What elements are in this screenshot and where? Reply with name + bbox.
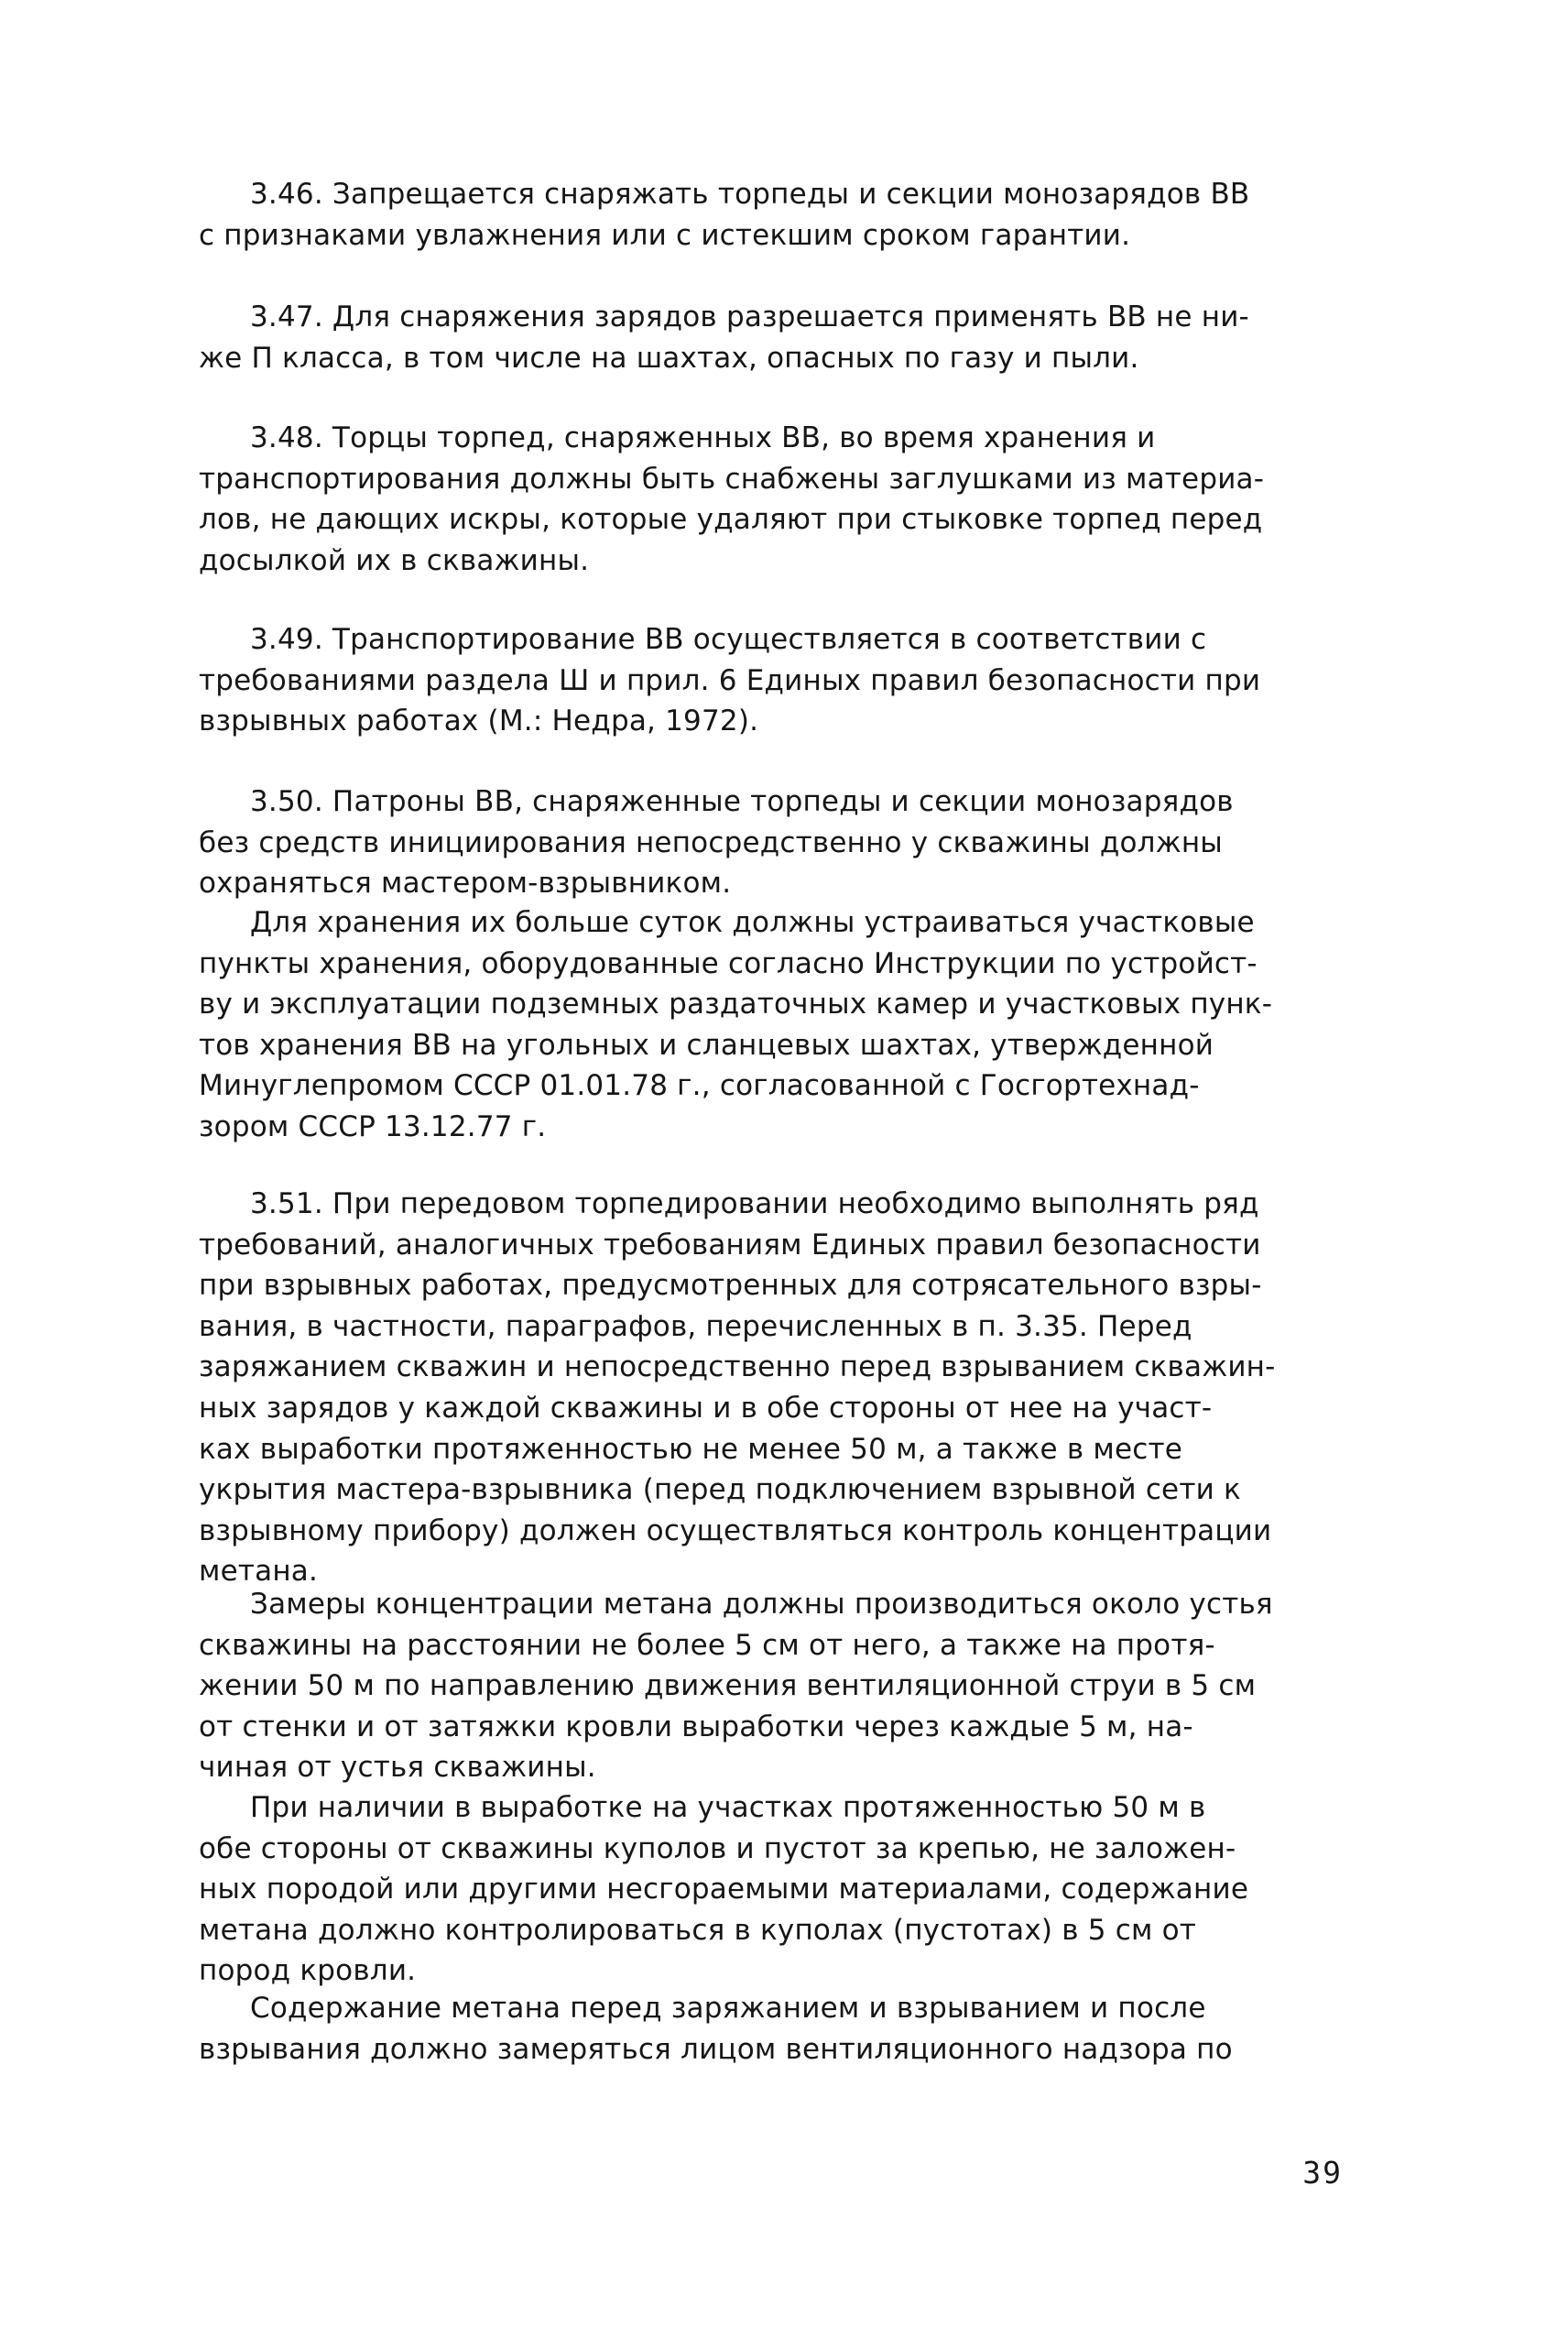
paragraph-domes-voids	[199, 1787, 1393, 1992]
text-line: 3.46. Запрещается снаряжать торпеды и секции монозарядов ВВ	[250, 178, 1250, 211]
text-line: вания, в частности, параграфов, перечисленных в п. 3.35. Перед	[199, 1309, 1192, 1343]
text-line: обе стороны от скважины куполов и пустот за крепью, не заложен-	[199, 1831, 1236, 1865]
text-line: взрывания должно замеряться лицом вентиляционного надзора по	[199, 2032, 1233, 2066]
paragraph-3-51	[199, 1184, 1393, 1592]
text-line: 3.48. Торцы торпед, снаряженных ВВ, во время хранения и	[250, 421, 1156, 454]
paragraph-3-46	[199, 174, 1393, 256]
text-line: 3.50. Патроны ВВ, снаряженные торпеды и секции монозарядов	[250, 785, 1234, 818]
paragraph-3-48	[199, 418, 1393, 581]
text-line: с признаками увлажнения или с истекшим сроком гарантии.	[199, 218, 1131, 252]
text-line: при взрывных работах, предусмотренных для сотрясательного взры-	[199, 1269, 1262, 1303]
text-line: лов, не дающих искры, которые удаляют при стыковке торпед перед	[199, 503, 1263, 537]
paragraph-3-47	[199, 297, 1393, 378]
text-line: ках выработки протяженностью не менее 50 м, а также в месте	[199, 1432, 1183, 1466]
text-line: жении 50 м по направлению движения вентиляционной струи в 5 см	[199, 1669, 1257, 1703]
text-line: ных зарядов у каждой скважины и в обе стороны от нее на участ-	[199, 1391, 1213, 1425]
text-line: скважины на расстоянии не более 5 см от него, а также на протя-	[199, 1628, 1215, 1662]
text-line: зором СССР 13.12.77 г.	[199, 1109, 547, 1143]
text-line: заряжанием скважин и непосредственно перед взрыванием скважин-	[199, 1350, 1276, 1384]
text-line: ных породой или другими несгораемыми материалами, содержание	[199, 1873, 1249, 1906]
text-line: пород кровли.	[199, 1954, 417, 1988]
page-number: 39	[1302, 2155, 1343, 2190]
text-line: взрывному прибору) должен осуществляться контроль концентрации	[199, 1513, 1272, 1547]
paragraph-3-50-continuation	[199, 902, 1393, 1148]
text-line: Для хранения их больше суток должны устраиваться участковые	[250, 906, 1255, 939]
text-line: 3.51. При передовом торпедировании необходимо выполнять ряд	[250, 1187, 1259, 1220]
text-line: При наличии в выработке на участках протяженностью 50 м в	[250, 1791, 1206, 1824]
text-line: требованиями раздела Ш и прил. 6 Единых правил безопасности при	[199, 663, 1261, 697]
text-line: охраняться мастером-взрывником.	[199, 867, 732, 901]
text-line: 3.49. Транспортирование ВВ осуществляется в соответствии с	[250, 623, 1207, 656]
text-line: тов хранения ВВ на угольных и сланцевых шахтах, утвержденной	[199, 1028, 1214, 1062]
text-line: Замеры концентрации метана должны производиться около устья	[250, 1588, 1273, 1621]
text-line: требований, аналогичных требованиям Единых правил безопасности	[199, 1228, 1261, 1262]
paragraph-methane-content	[199, 1988, 1393, 2070]
text-line: транспортирования должны быть снабжены заглушками из материа-	[199, 462, 1265, 496]
text-line: пункты хранения, оборудованные согласно Инструкции по устройст-	[199, 946, 1258, 980]
text-line: взрывных работах (М.: Недра, 1972).	[199, 705, 759, 738]
paragraph-3-49	[199, 619, 1393, 742]
text-line: чиная от устья скважины.	[199, 1751, 596, 1785]
paragraph-3-50	[199, 781, 1393, 904]
text-line: же П класса, в том числе на шахтах, опасных по газу и пыли.	[199, 341, 1139, 375]
text-line: метана.	[199, 1555, 319, 1589]
paragraph-methane-measurement	[199, 1584, 1393, 1788]
text-line: без средств инициирования непосредственно у скважины должны	[199, 825, 1223, 859]
text-line: укрытия мастера-взрывника (перед подключением взрывной сети к	[199, 1473, 1241, 1507]
text-line: досылкой их в скважины.	[199, 543, 590, 577]
text-line: метана должно контролироваться в куполах (пустотах) в 5 см от	[199, 1913, 1197, 1947]
text-line: от стенки и от затяжки кровли выработки через каждые 5 м, на-	[199, 1710, 1193, 1743]
text-line: ву и эксплуатации подземных раздаточных камер и участковых пунк-	[199, 988, 1273, 1021]
text-line: Содержание метана перед заряжанием и взрыванием и после	[250, 1992, 1206, 2025]
text-line: Минуглепромом СССР 01.01.78 г., согласованной с Госгортехнад-	[199, 1069, 1200, 1103]
text-line: 3.47. Для снаряжения зарядов разрешается применять ВВ не ни-	[250, 300, 1249, 333]
